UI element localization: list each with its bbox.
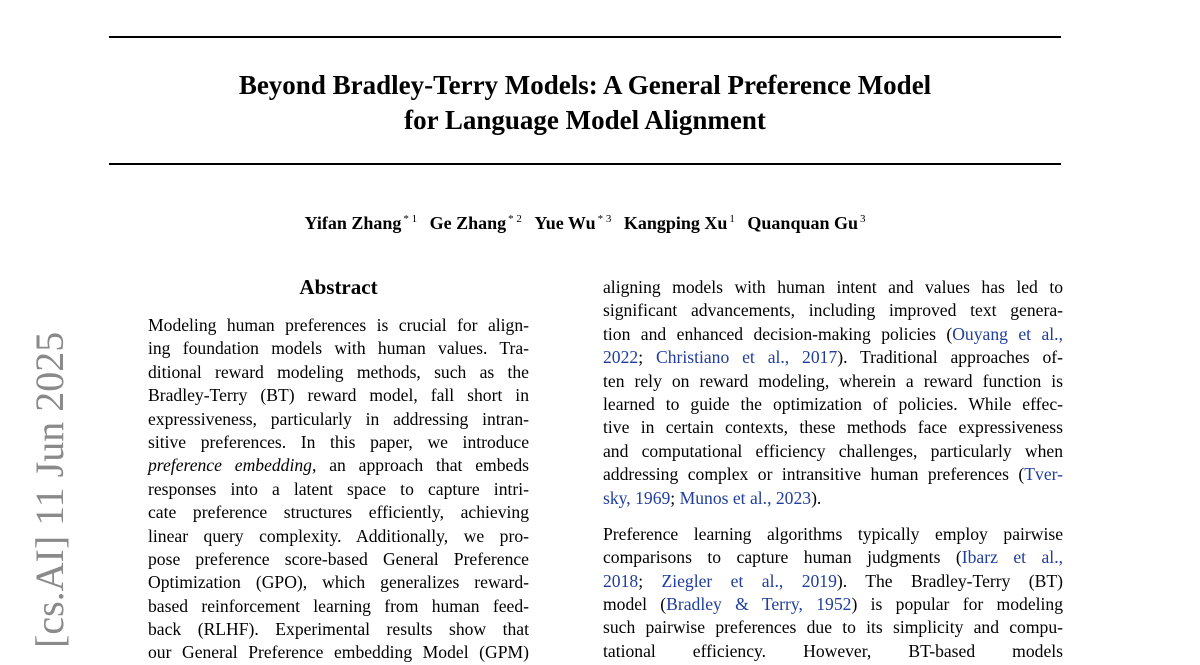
abstract-line: Optimization (GPO), which generalizes reward- xyxy=(148,572,529,593)
intro-line: tion and enhanced decision-making policies (Ouyang et al., xyxy=(603,323,1063,344)
author: Kangping Xu $^1$ xyxy=(623,213,735,233)
intro-line: Preference learning algorithms typically employ pairwise xyxy=(603,523,1063,544)
citation-link[interactable]: Ibarz et al., xyxy=(961,547,1063,568)
citation-link[interactable]: 2022 xyxy=(603,347,639,368)
abstract-body xyxy=(148,314,529,665)
citation-link[interactable]: Christiano et al., 2017 xyxy=(655,347,838,368)
intro-line: such pairwise preferences due to its simplicity and compu- xyxy=(603,617,1063,638)
intro-line: model (Bradley & Terry, 1952) is popular for modeling xyxy=(603,594,1064,615)
abstract-line: responses into a latent space to capture intri- xyxy=(148,478,529,499)
intro-line: comparisons to capture human judgments (Ibarz et al., xyxy=(603,547,1063,568)
intro-line: and computational efficiency challenges, particularly when xyxy=(603,440,1063,461)
abstract-line: based reinforcement learning from human feed- xyxy=(148,595,529,616)
abstract-line: Modeling human preferences is crucial for align- xyxy=(148,315,529,335)
abstract-line: cate preference structures efficiently, achieving xyxy=(148,502,529,523)
citation-link[interactable]: 2018 xyxy=(603,570,639,591)
citation-link[interactable]: Ziegler et al., 2019 xyxy=(661,570,837,591)
citation-link[interactable]: sky, 1969 xyxy=(603,487,671,508)
citation-link[interactable]: Munos et al., 2023 xyxy=(679,487,812,508)
arxiv-side-stamp: [cs.AI] 11 Jun 2025 xyxy=(27,331,72,648)
title-rule-top xyxy=(109,36,1061,38)
abstract-line: ing foundation models with human values. Tra- xyxy=(148,338,529,359)
abstract-heading: Abstract xyxy=(299,275,378,299)
title-line-2: for Language Model Alignment xyxy=(404,105,766,135)
abstract-line: preference embedding, an approach that embeds xyxy=(148,455,529,476)
intro-line: significant advancements, including improved text genera- xyxy=(603,300,1063,321)
intro-line: aligning models with human intent and values has led to xyxy=(603,277,1063,297)
citation-link[interactable]: Tver- xyxy=(1024,464,1063,485)
author: Quanquan Gu $^3$ xyxy=(747,213,866,233)
abstract-line: sitive preferences. In this paper, we introduce xyxy=(148,431,529,452)
author-list xyxy=(109,207,1061,235)
paper-title xyxy=(109,68,1061,138)
citation-link[interactable]: Bradley & Terry, 1952 xyxy=(666,594,852,615)
intro-line: 2018; Ziegler et al., 2019). The Bradley-Terry (BT) xyxy=(603,570,1063,591)
abstract-line: ditional reward modeling methods, such as the xyxy=(148,361,529,382)
title-rule-bottom xyxy=(109,163,1061,165)
intro-line: tive in certain contexts, these methods face expressiveness xyxy=(603,417,1063,438)
author: Yue Wu $^{* 3}$ xyxy=(534,213,612,233)
intro-line: tational efficiency. However, BT-based models xyxy=(603,640,1063,661)
abstract-line: our General Preference embedding Model (GPM) xyxy=(148,642,529,663)
paragraph-gap xyxy=(603,510,1063,523)
abstract-line: back (RLHF). Experimental results show that xyxy=(148,619,529,640)
title-line-1: Beyond Bradley-Terry Models: A General Preference Model xyxy=(238,70,932,100)
intro-line: addressing complex or intransitive human preferences (Tver- xyxy=(603,464,1063,485)
intro-line: learned to guide the optimization of policies. While effec- xyxy=(603,393,1063,414)
abstract-line: linear query complexity. Additionally, we pro- xyxy=(148,525,529,546)
intro-line: 2022; Christiano et al., 2017). Traditional approaches of- xyxy=(603,347,1063,368)
author: Ge Zhang $^{* 2}$ xyxy=(429,213,522,233)
intro-body xyxy=(603,276,1063,663)
intro-line: ten rely on reward modeling, wherein a reward function is xyxy=(603,370,1063,391)
intro-line: sky, 1969; Munos et al., 2023). xyxy=(603,487,822,508)
abstract-line: Bradley-Terry (BT) reward model, fall short in xyxy=(148,385,529,406)
citation-link[interactable]: Ouyang et al., xyxy=(952,323,1063,344)
author: Yifan Zhang $^{* 1}$ xyxy=(304,213,418,233)
abstract-line: expressiveness, particularly in addressing intran- xyxy=(148,408,529,429)
abstract-line: pose preference score-based General Preference xyxy=(148,548,529,569)
